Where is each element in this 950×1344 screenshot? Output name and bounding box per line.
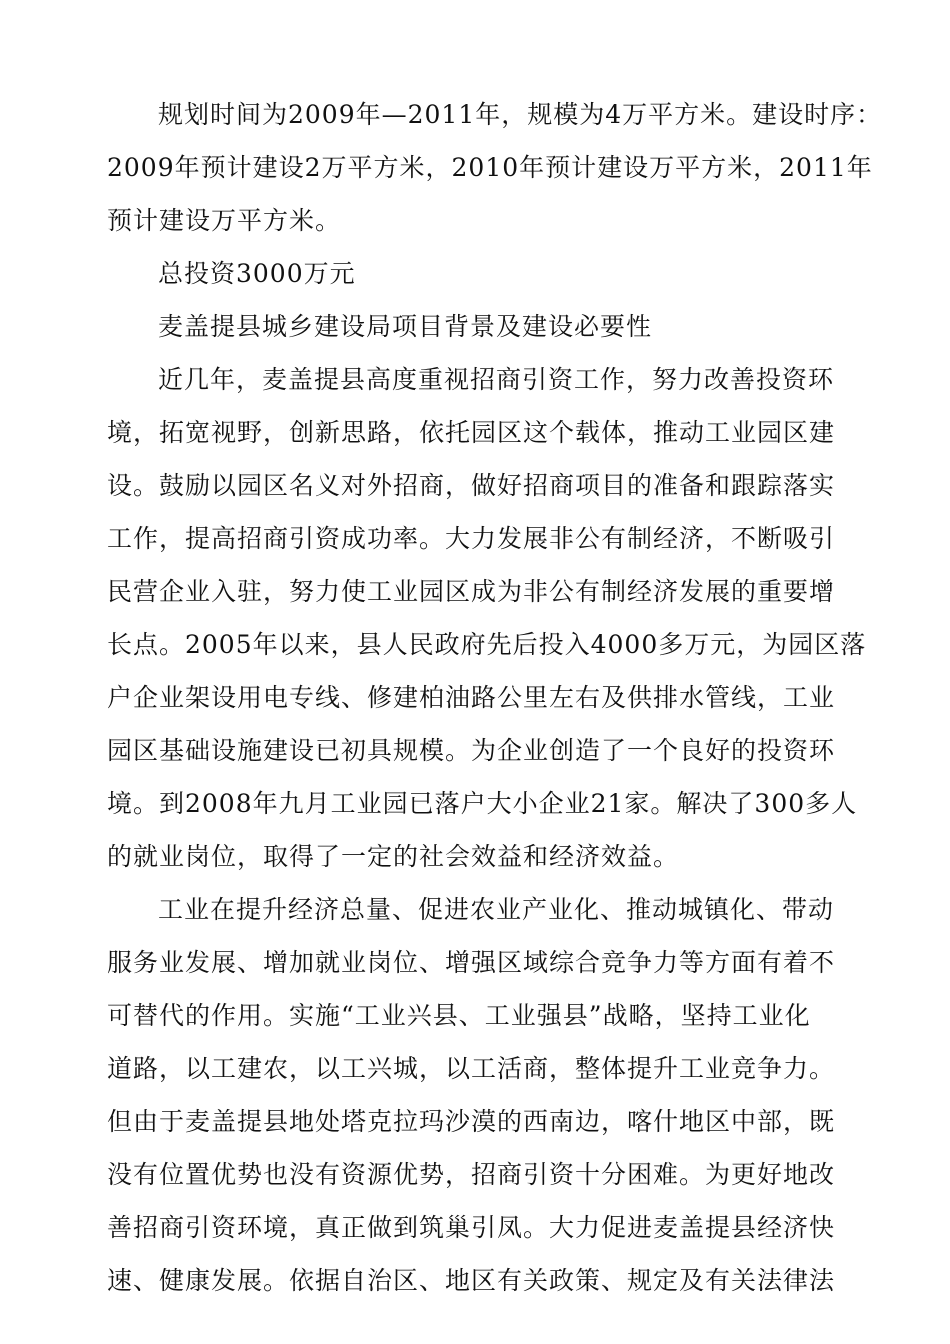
text-line: 总投资3000万元 xyxy=(158,259,356,288)
text-line: 服务业发展、增加就业岗位、增强区域综合竞争力等方面有着不 xyxy=(107,948,836,977)
text-line: 园区基础设施建设已初具规模。为企业创造了一个良好的投资环 xyxy=(107,736,836,765)
text-line: 规划时间为2009年—2011年，规模为4万平方米。建设时序： xyxy=(158,100,883,129)
text-line: 但由于麦盖提县地处塔克拉玛沙漠的西南边，喀什地区中部，既 xyxy=(107,1107,836,1136)
text-line: 没有位置优势也没有资源优势，招商引资十分困难。为更好地改 xyxy=(107,1160,836,1189)
paragraph-background xyxy=(107,353,867,883)
text-line: 民营企业入驻，努力使工业园区成为非公有制经济发展的重要增 xyxy=(107,577,836,606)
text-line: 近几年，麦盖提县高度重视招商引资工作，努力改善投资环 xyxy=(158,365,835,394)
paragraph-total-investment xyxy=(107,247,847,300)
text-line: 2009年预计建设2万平方米，2010年预计建设万平方米，2011年 xyxy=(107,153,873,182)
text-line: 的就业岗位，取得了一定的社会效益和经济效益。 xyxy=(107,842,680,871)
text-line: 设。鼓励以园区名义对外招商，做好招商项目的准备和跟踪落实 xyxy=(107,471,836,500)
text-line: 境，拓宽视野，创新思路，依托园区这个载体，推动工业园区建 xyxy=(107,418,836,447)
text-line: 工业在提升经济总量、促进农业产业化、推动城镇化、带动 xyxy=(158,895,835,924)
text-line: 境。到2008年九月工业园已落户大小企业21家。解决了300多人 xyxy=(107,789,858,818)
paragraph-necessity xyxy=(107,883,847,1307)
text-line: 预计建设万平方米。 xyxy=(107,206,342,235)
text-line: 善招商引资环境，真正做到筑巢引凤。大力促进麦盖提县经济快 xyxy=(107,1213,836,1242)
text-line: 可替代的作用。实施“工业兴县、工业强县”战略，坚持工业化 xyxy=(107,1001,811,1030)
text-line: 长点。2005年以来，县人民政府先后投入4000多万元，为园区落 xyxy=(107,630,867,659)
text-line: 麦盖提县城乡建设局项目背景及建设必要性 xyxy=(158,312,653,341)
text-line: 速、健康发展。依据自治区、地区有关政策、规定及有关法律法 xyxy=(107,1266,836,1295)
text-line: 工作，提高招商引资成功率。大力发展非公有制经济，不断吸引 xyxy=(107,524,836,553)
text-line: 户企业架设用电专线、修建柏油路公里左右及供排水管线，工业 xyxy=(107,683,836,712)
text-line: 道路，以工建农，以工兴城，以工活商，整体提升工业竞争力。 xyxy=(107,1054,836,1083)
section-heading xyxy=(107,300,847,353)
paragraph-planning-period xyxy=(107,88,883,247)
document-page xyxy=(107,88,883,1307)
